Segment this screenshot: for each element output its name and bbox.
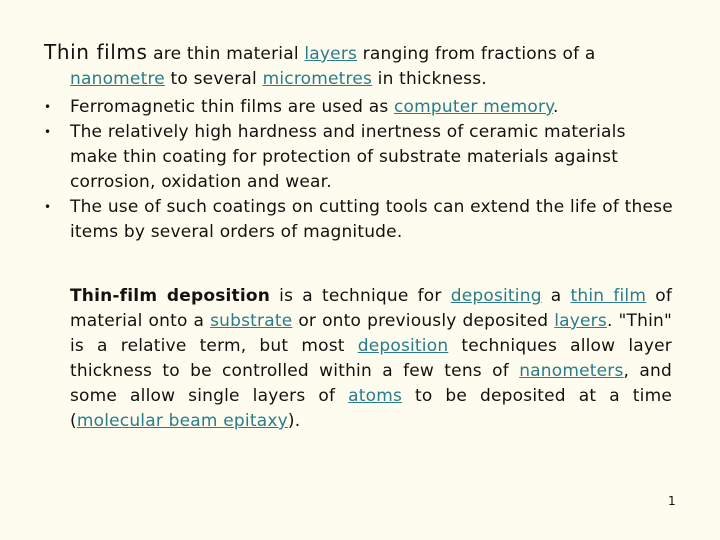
link-layers[interactable]: layers bbox=[554, 311, 607, 331]
intro-continuation bbox=[70, 67, 674, 92]
intro-text: are thin material bbox=[147, 44, 305, 64]
deposition-text: of material onto a bbox=[70, 286, 673, 331]
link-molecular-beam-epitaxy[interactable]: molecular beam epitaxy bbox=[76, 411, 288, 431]
deposition-term: Thin-film deposition bbox=[70, 286, 271, 306]
intro-lead: Thin films bbox=[44, 40, 148, 64]
intro-paragraph bbox=[44, 40, 674, 92]
page-number: 1 bbox=[668, 494, 676, 508]
link-atoms[interactable]: atoms bbox=[348, 386, 403, 406]
bullet-list bbox=[44, 95, 674, 245]
bullet-dot: • bbox=[44, 100, 52, 114]
deposition-text: techniques allow layer thickness to be controlled within a few tens of bbox=[70, 336, 672, 381]
link-layers[interactable]: layers bbox=[304, 44, 358, 64]
bullet-dot: • bbox=[44, 200, 52, 214]
deposition-text: a bbox=[541, 286, 571, 306]
deposition-text: is a technique for bbox=[270, 286, 451, 306]
deposition-paragraph bbox=[70, 284, 672, 434]
bullet-text: . bbox=[553, 97, 559, 117]
intro-text: in thickness. bbox=[372, 69, 487, 89]
intro-text: ranging from fractions of a bbox=[357, 44, 596, 64]
bullet-item bbox=[44, 95, 674, 120]
deposition-text: . "Thin" is a relative term, but most bbox=[70, 311, 672, 356]
deposition-text: or onto previously deposited bbox=[292, 311, 555, 331]
bullet-item bbox=[44, 120, 674, 195]
deposition-text: , and some allow single layers of bbox=[70, 361, 672, 406]
link-micrometres[interactable]: micrometres bbox=[262, 69, 373, 89]
deposition-text: ). bbox=[287, 411, 301, 431]
link-nanometers[interactable]: nanometers bbox=[519, 361, 624, 381]
link-deposition[interactable]: deposition bbox=[357, 336, 449, 356]
deposition-text: to be deposited at a time ( bbox=[70, 386, 672, 431]
bullet-item bbox=[44, 195, 674, 245]
bullet-text: The use of such coatings on cutting tools can extend the life of these items by several orders of magnitude. bbox=[70, 197, 673, 242]
link-thin-film[interactable]: thin film bbox=[570, 286, 647, 306]
link-nanometre[interactable]: nanometre bbox=[70, 69, 165, 89]
bullet-dot: • bbox=[44, 125, 52, 139]
link-substrate[interactable]: substrate bbox=[210, 311, 293, 331]
link-depositing[interactable]: depositing bbox=[450, 286, 542, 306]
link-computer-memory[interactable]: computer memory bbox=[394, 97, 554, 117]
intro-text: to several bbox=[164, 69, 263, 89]
bullet-text: The relatively high hardness and inertness of ceramic materials make thin coating for protection of substrate materials against corrosion, oxidation and wear. bbox=[70, 122, 626, 192]
bullet-text: Ferromagnetic thin films are used as bbox=[70, 97, 395, 117]
